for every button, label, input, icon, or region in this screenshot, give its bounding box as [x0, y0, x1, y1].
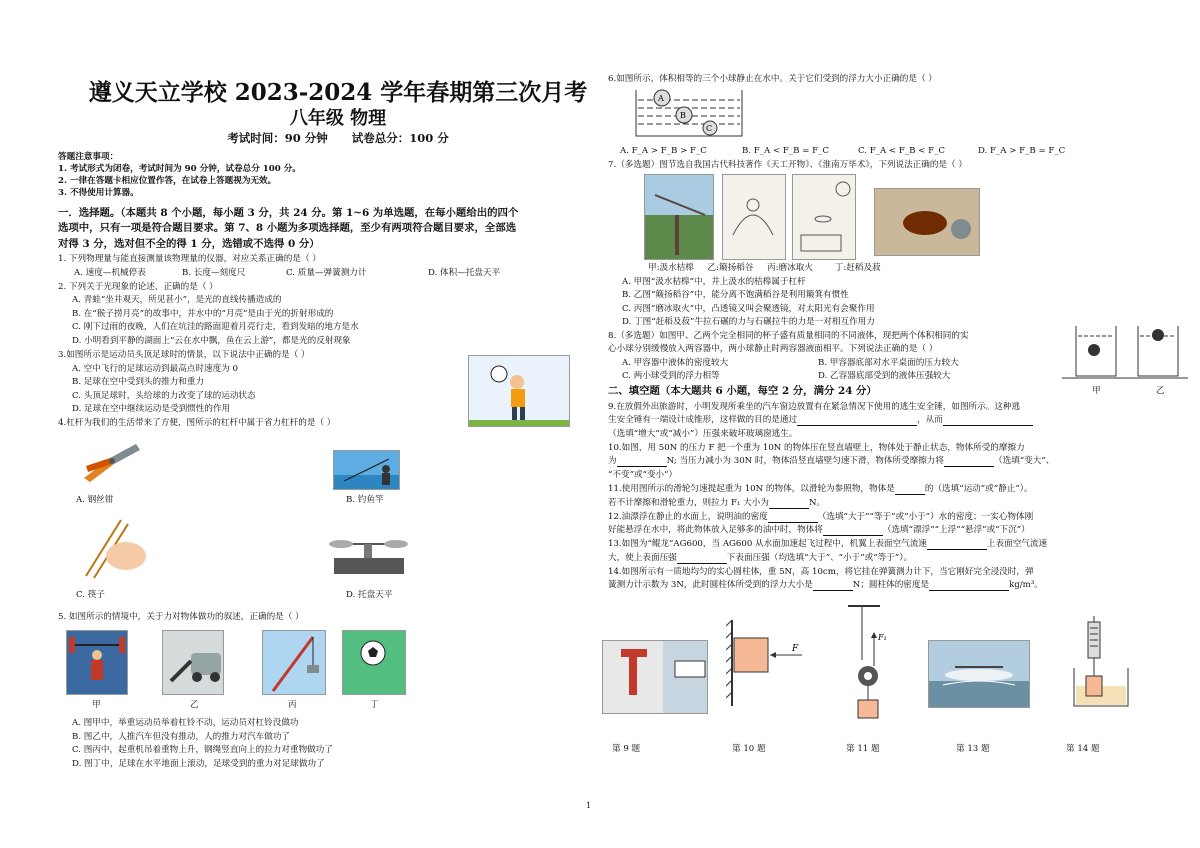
page-title: 遵义天立学校 2023-2024 学年春期第三次月考 — [88, 79, 588, 106]
q4-stem: 4.杠杆为我们的生活带来了方便，图所示的杠杆中属于省力杠杆的是（ ） — [58, 418, 336, 428]
q9-line: 生安全锤有一端设计成锥形，这样做的目的是通过 ，从而 — [608, 415, 1033, 426]
q13-line: 大，使上表面压强 下表面压强（均选填“大于”、“小于”或“等于”）。 — [608, 553, 913, 563]
fig-label: 乙 — [1156, 386, 1165, 396]
q1-stem: 1. 下列物理量与能直接测量该物理量的仪器，对应关系正确的是（ ） — [58, 254, 321, 264]
ox-roller-image — [874, 188, 980, 256]
q7-option: B. 乙图“簸扬稻谷”中，能分离不饱满稻谷是利用簸箕有惯性 — [622, 290, 849, 300]
pulley-figure — [840, 604, 900, 724]
q2-option: B. 在“猴子捞月亮”的故事中，井水中的“月亮”是由于光的折射形成的 — [72, 309, 334, 319]
winnowing-image — [722, 174, 786, 260]
grade-subject: 八年级 物理 — [289, 108, 387, 129]
fig-label: 丁 — [370, 700, 379, 710]
fig-label: 甲 — [1092, 386, 1101, 396]
q4-option: C. 筷子 — [76, 590, 105, 600]
soccer-header-image — [468, 355, 570, 427]
notes-heading: 答题注意事项： — [58, 152, 119, 162]
force-f-label: F — [792, 644, 799, 654]
q2-option: D. 小明看到平静的湖面上“云在水中飘，鱼在云上游”，都是光的反射现象 — [72, 336, 351, 346]
q6-option: D. F_A > F_B = F_C — [978, 146, 1066, 156]
pliers-image — [76, 438, 146, 488]
q9-line: 9.在放假外出旅游时，小明发现所乘坐的汽车窗边放置有在紧急情况下使用的逃生安全锤，如图所示。这种逃 — [608, 402, 1021, 412]
force-f1-label: F₁ — [878, 633, 887, 642]
section1-heading: 对得 3 分，选对但不全的得 1 分，选错或不选得 0 分） — [58, 238, 320, 250]
section1-heading: 选项中，只有一项是符合题目要求。第 7、8 小题为多项选择题，至少有两项符合题目要求，全部选 — [58, 222, 517, 234]
q8-stem: 心小球分别缓慢放入两容器中，两小球静止时两容器液面相平。下列说法正确的是（ ） — [608, 344, 938, 354]
q6-option: B. F_A < F_B = F_C — [742, 146, 829, 156]
q10-line: 为 N; 当压力减小为 30N 时，物体沿竖直墙壁匀速下滑，物体所受摩擦力将 （选填“变大”、 — [608, 456, 1055, 466]
q8-option: A. 甲容器中液体的密度较大 — [622, 358, 729, 368]
figure-caption: 第 10 题 — [732, 744, 766, 754]
q3-option: D. 足球在空中继续运动是受到惯性的作用 — [72, 404, 231, 414]
fig-label: 丙 — [288, 700, 297, 710]
q7-option: A. 甲图“汲水桔槔”中，井上汲水的桔槔属于杠杆 — [622, 277, 806, 287]
crane-image — [262, 630, 326, 695]
balance-scale-image — [326, 530, 411, 580]
fig-label: 乙 — [190, 700, 199, 710]
ball-label: C — [706, 124, 713, 133]
q5-option: B. 图乙中，人推汽车但没有推动，人的推力对汽车做功了 — [72, 732, 291, 742]
q10-line: “不变”或“变小”） — [608, 470, 678, 480]
well-sweep-image — [644, 174, 714, 260]
q7-stem: 7.（多选题）图节选自我国古代科技著作《天工开物》、《淮南万毕术》，下列说法正确的是（ ） — [608, 160, 967, 170]
two-containers-figure — [1062, 322, 1188, 384]
q1-option: B. 长度—刻度尺 — [182, 268, 246, 278]
ice-lens-image — [792, 174, 856, 260]
q14-line: 簧测力计示数为 3N，此时圆柱体所受到的浮力大小是 N；圆柱体的密度是 kg/m³。 — [608, 580, 1043, 590]
weightlifter-image — [66, 630, 128, 695]
chopsticks-image — [76, 516, 151, 581]
fishing-rod-image — [333, 450, 400, 490]
q6-option: C. F_A < F_B < F_C — [858, 146, 945, 156]
q8-option: D. 乙容器底部受到的液体压强较大 — [818, 371, 951, 381]
q3-option: B. 足球在空中受到头的推力和重力 — [72, 377, 205, 387]
ball-label: A — [658, 94, 664, 103]
q1-option: C. 质量—弹簧测力计 — [286, 268, 367, 278]
q4-option: D. 托盘天平 — [346, 590, 393, 600]
q7-option: D. 丁图“赶稻及菽”牛拉石碾的力与石碾拉牛的力是一对相互作用力 — [622, 317, 875, 327]
q5-stem: 5. 如图所示的情境中，关于力对物体做功的叙述，正确的是（ ） — [58, 612, 304, 622]
q5-option: C. 图丙中，起重机吊着重物上升，钢绳竖直向上的拉力对重物做功了 — [72, 745, 333, 755]
soccer-ball-image — [342, 630, 406, 695]
q1-option: A. 速度—机械停表 — [74, 268, 146, 278]
q8-option: B. 甲容器底部对水平桌面的压力较大 — [818, 358, 959, 368]
q12-line: 好能悬浮在水中，将此物体放入足够多的油中时，物体将 （选填“漂浮”“上浮”“悬浮”或“下沉”） — [608, 525, 1030, 535]
q6-option: A. F_A > F_B > F_C — [620, 146, 707, 156]
q7-option: C. 丙图“磨冰取火”中，凸透镜又叫会聚透镜，对太阳光有会聚作用 — [622, 304, 875, 314]
section2-heading: 二、填空题（本大题共 6 小题，每空 2 分，满分 24 分） — [608, 385, 877, 397]
seaplane-image — [928, 640, 1030, 708]
spring-scale-figure — [1066, 614, 1136, 710]
exam-info: 考试时间：90 分钟 试卷总分：100 分 — [227, 131, 449, 145]
q5-option: A. 图甲中，举重运动员举着杠铃不动，运动员对杠铃没做功 — [72, 718, 299, 728]
figure-caption: 第 13 题 — [956, 744, 990, 754]
q12-line: 12.油漂浮在静止的水面上，说明油的密度 （选填“大于”“等于”或“小于”）水的密度；一实心物体刚 — [608, 512, 1034, 522]
block-on-wall-figure — [726, 616, 816, 708]
q2-option: A. 青蛙“坐井观天，所见甚小”，是光的直线传播造成的 — [72, 295, 282, 305]
q11-line: 11.使用图所示的滑轮匀速提起重为 10N 的物体，以滑轮为参照物，物体是 的（选填“运动”或“静止”）。 — [608, 484, 1033, 494]
three-balls-figure — [634, 88, 744, 138]
q5-option: D. 图丁中，足球在水平地面上滚动，足球受到的重力对足球做功了 — [72, 759, 325, 769]
q13-line: 13.如图为“鲲龙”AG600，当 AG600 从水面加速起飞过程中，机翼上表面空气流速 上表面空气流速 — [608, 539, 1048, 549]
q11-line: 若不计摩擦和滑轮重力，则拉力 F₁ 大小为 N。 — [608, 498, 826, 508]
q4-option: B. 钓鱼竿 — [346, 495, 384, 505]
q8-option: C. 两小球受到的浮力相等 — [622, 371, 720, 381]
page-number: 1 — [586, 801, 592, 810]
q9-line: （选填“增大”或“减小”）压强来破坏玻璃窗逃生。 — [608, 429, 798, 439]
q3-option: C. 头顶足球时，头给球的力改变了球的运动状态 — [72, 391, 256, 401]
q7-figure-caption: 甲:汲水桔槔 乙:簸扬稻谷 丙:磨冰取火 丁:赶稻及菽 — [648, 263, 881, 273]
figure-caption: 第 9 题 — [612, 744, 641, 754]
fig-label: 甲 — [92, 700, 101, 710]
q3-option: A. 空中飞行的足球运动到最高点时速度为 0 — [72, 364, 238, 374]
safety-hammer-image — [602, 640, 708, 714]
q4-option: A. 钢丝钳 — [76, 495, 114, 505]
note-item: 1. 考试形式为闭卷，考试时间为 90 分钟，试卷总分 100 分。 — [58, 164, 301, 174]
q1-option: D. 体积—托盘天平 — [428, 268, 501, 278]
note-item: 2. 一律在答题卡相应位置作答，在试卷上答题视为无效。 — [58, 176, 277, 186]
q3-stem: 3.如图所示是运动员头顶足球时的情景，以下说法中正确的是（ ） — [58, 350, 310, 360]
pushing-car-image — [162, 630, 224, 695]
note-item: 3. 不得使用计算器。 — [58, 188, 139, 198]
figure-caption: 第 14 题 — [1066, 744, 1100, 754]
figure-caption: 第 11 题 — [846, 744, 880, 754]
q8-stem: 8.（多选题）如图甲、乙两个完全相同的杯子盛有质量相同的不同液体，现把两个体积相同的实 — [608, 331, 969, 341]
q10-line: 10.如图，用 50N 的压力 F 把一个重为 10N 的物体压在竖直墙壁上，物体处于静止状态，物体所受的摩擦力 — [608, 443, 1025, 453]
section1-heading: 一．选择题。（本题共 8 个小题，每小题 3 分，共 24 分。第 1~6 为单选题，在每小题给出的四个 — [58, 207, 519, 219]
q14-line: 14.如图所示有一质地均匀的实心圆柱体，重 5N，高 10cm，将它挂在弹簧测力计下，当它刚好完全浸没时，弹 — [608, 567, 1034, 577]
q2-option: C. 刚下过雨的夜晚，人们在坑洼的路面迎着月亮行走，看到发暗的地方是水 — [72, 322, 359, 332]
ball-label: B — [680, 111, 686, 120]
q6-stem: 6.如图所示，体积相等的三个小球静止在水中。关于它们受到的浮力大小正确的是（ ） — [608, 74, 937, 84]
q2-stem: 2. 下列关于光现象的论述，正确的是（ ） — [58, 282, 218, 292]
